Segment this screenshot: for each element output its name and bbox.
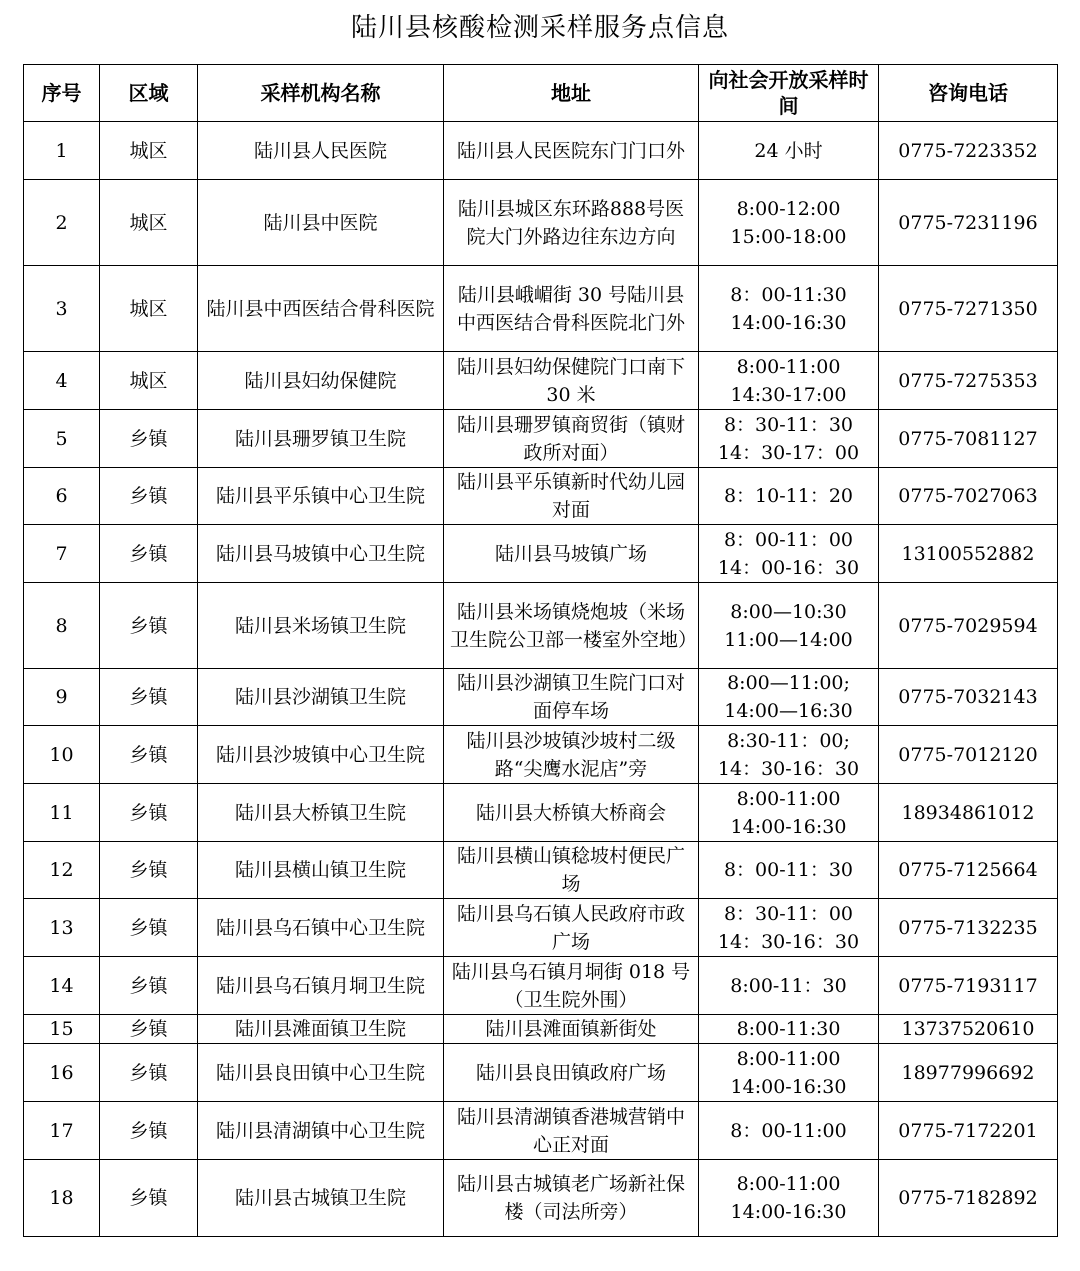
cell-phone: 13100552882 <box>879 525 1058 583</box>
hours-line-1: 8:00-11:00 <box>736 1173 841 1195</box>
cell-name: 陆川县中医院 <box>198 180 444 266</box>
cell-seq: 15 <box>24 1015 100 1044</box>
cell-area: 乡镇 <box>100 1102 198 1160</box>
cell-address: 陆川县大桥镇大桥商会 <box>444 784 699 842</box>
cell-name: 陆川县良田镇中心卫生院 <box>198 1044 444 1102</box>
hours-line-2: 11:00—14:00 <box>724 628 853 651</box>
cell-address: 陆川县横山镇稔坡村便民广场 <box>444 842 699 899</box>
cell-name: 陆川县平乐镇中心卫生院 <box>198 468 444 525</box>
table-row <box>24 1160 1058 1237</box>
cell-address: 陆川县良田镇政府广场 <box>444 1044 699 1102</box>
cell-name: 陆川县沙坡镇中心卫生院 <box>198 726 444 784</box>
hours-line-2: 14：30-16：30 <box>717 930 860 953</box>
cell-area: 乡镇 <box>100 1015 198 1044</box>
cell-phone: 18934861012 <box>879 784 1058 842</box>
cell-address: 陆川县沙坡镇沙坡村二级路“尖鹰水泥店”旁 <box>444 726 699 784</box>
cell-seq: 1 <box>24 122 100 180</box>
header-seq: 序号 <box>24 65 100 122</box>
cell-seq: 18 <box>24 1160 100 1237</box>
cell-hours <box>699 1102 879 1160</box>
header-hours: 向社会开放采样时间 <box>699 65 879 122</box>
cell-seq: 11 <box>24 784 100 842</box>
cell-name: 陆川县滩面镇卫生院 <box>198 1015 444 1044</box>
cell-area: 城区 <box>100 352 198 410</box>
cell-area: 乡镇 <box>100 583 198 669</box>
cell-address: 陆川县米场镇烧炮坡（米场卫生院公卫部一楼室外空地） <box>444 583 699 669</box>
cell-name: 陆川县沙湖镇卫生院 <box>198 669 444 726</box>
cell-seq: 8 <box>24 583 100 669</box>
cell-address: 陆川县马坡镇广场 <box>444 525 699 583</box>
cell-address: 陆川县人民医院东门门口外 <box>444 122 699 180</box>
table-row <box>24 1102 1058 1160</box>
cell-address: 陆川县妇幼保健院门口南下 30 米 <box>444 352 699 410</box>
table-header-row <box>24 65 1058 122</box>
cell-seq: 4 <box>24 352 100 410</box>
cell-phone: 0775-7172201 <box>879 1102 1058 1160</box>
cell-hours <box>699 726 879 784</box>
table-row <box>24 669 1058 726</box>
cell-seq: 2 <box>24 180 100 266</box>
hours-line-2: 14：30-16：30 <box>717 757 860 780</box>
cell-name: 陆川县清湖镇中心卫生院 <box>198 1102 444 1160</box>
cell-area: 乡镇 <box>100 842 198 899</box>
cell-seq: 6 <box>24 468 100 525</box>
cell-seq: 7 <box>24 525 100 583</box>
hours-line-1: 8:00-12:00 <box>736 197 841 220</box>
table-row <box>24 468 1058 525</box>
cell-phone: 0775-7012120 <box>879 726 1058 784</box>
cell-hours <box>699 410 879 468</box>
cell-name: 陆川县中西医结合骨科医院 <box>198 266 444 352</box>
cell-name: 陆川县米场镇卫生院 <box>198 583 444 669</box>
table-row <box>24 583 1058 669</box>
cell-hours <box>699 1015 879 1044</box>
cell-name: 陆川县妇幼保健院 <box>198 352 444 410</box>
sampling-sites-table <box>23 64 1058 1237</box>
cell-hours <box>699 784 879 842</box>
cell-phone: 0775-7027063 <box>879 468 1058 525</box>
table-row <box>24 1015 1058 1044</box>
hours-line-1: 8:00—10:30 <box>730 600 847 623</box>
cell-area: 乡镇 <box>100 957 198 1015</box>
cell-hours <box>699 352 879 410</box>
hours-line-2: 14：30-17：00 <box>717 441 860 464</box>
cell-hours <box>699 842 879 899</box>
table-row <box>24 180 1058 266</box>
cell-phone: 0775-7182892 <box>879 1160 1058 1237</box>
cell-seq: 12 <box>24 842 100 899</box>
hours-line-1: 8：00-11：00 <box>723 528 854 551</box>
hours-line-1: 8:00-11:00 <box>736 355 841 378</box>
hours-line-2: 14:00—16:30 <box>724 700 853 722</box>
table-row <box>24 410 1058 468</box>
hours-line-1: 8：00-11:30 <box>730 283 847 306</box>
cell-phone: 18977996692 <box>879 1044 1058 1102</box>
hours-line-1: 8：00-11:00 <box>730 1119 847 1142</box>
cell-area: 城区 <box>100 180 198 266</box>
hours-line-2: 14:00-16:30 <box>730 1201 847 1223</box>
cell-hours <box>699 1160 879 1237</box>
header-address: 地址 <box>444 65 699 122</box>
page-title: 陆川县核酸检测采样服务点信息 <box>350 13 729 43</box>
cell-phone: 0775-7223352 <box>879 122 1058 180</box>
cell-name: 陆川县马坡镇中心卫生院 <box>198 525 444 583</box>
header-name: 采样机构名称 <box>198 65 444 122</box>
table-row <box>24 784 1058 842</box>
cell-address: 陆川县珊罗镇商贸街（镇财政所对面） <box>444 410 699 468</box>
cell-phone: 0775-7032143 <box>879 669 1058 726</box>
cell-hours <box>699 468 879 525</box>
cell-phone: 0775-7193117 <box>879 957 1058 1015</box>
cell-address: 陆川县滩面镇新街处 <box>444 1015 699 1044</box>
cell-area: 乡镇 <box>100 726 198 784</box>
cell-name: 陆川县珊罗镇卫生院 <box>198 410 444 468</box>
hours-line-2: 14:30-17:00 <box>730 383 847 406</box>
cell-area: 乡镇 <box>100 899 198 957</box>
cell-phone: 0775-7231196 <box>879 180 1058 266</box>
cell-name: 陆川县乌石镇中心卫生院 <box>198 899 444 957</box>
hours-line-2: 14:00-16:30 <box>730 311 847 334</box>
cell-name: 陆川县横山镇卫生院 <box>198 842 444 899</box>
cell-area: 乡镇 <box>100 1160 198 1237</box>
cell-hours <box>699 899 879 957</box>
hours-line-1: 8：30-11：00 <box>723 902 854 925</box>
header-area: 区域 <box>100 65 198 122</box>
hours-line-1: 8:00-11:00 <box>736 1047 841 1070</box>
cell-hours <box>699 180 879 266</box>
cell-seq: 10 <box>24 726 100 784</box>
cell-phone: 0775-7275353 <box>879 352 1058 410</box>
cell-hours <box>699 122 879 180</box>
cell-address: 陆川县沙湖镇卫生院门口对面停车场 <box>444 669 699 726</box>
cell-hours <box>699 669 879 726</box>
cell-phone: 0775-7271350 <box>879 266 1058 352</box>
table-row <box>24 266 1058 352</box>
hours-line-1: 8：10-11：20 <box>723 485 854 507</box>
cell-area: 城区 <box>100 266 198 352</box>
cell-area: 城区 <box>100 122 198 180</box>
hours-line-1: 8：30-11：30 <box>723 413 854 436</box>
cell-hours <box>699 1044 879 1102</box>
table-row <box>24 899 1058 957</box>
cell-area: 乡镇 <box>100 784 198 842</box>
hours-line-1: 8:30-11：00; <box>727 729 850 752</box>
table-row <box>24 352 1058 410</box>
table-row <box>24 1044 1058 1102</box>
hours-line-1: 8:00-11:00 <box>736 787 841 810</box>
hours-line-1: 8:00-11:30 <box>736 1018 841 1040</box>
cell-hours <box>699 583 879 669</box>
cell-seq: 16 <box>24 1044 100 1102</box>
hours-line-2: 15:00-18:00 <box>730 225 847 248</box>
cell-address: 陆川县城区东环路888号医院大门外路边往东边方向 <box>444 180 699 266</box>
table-row <box>24 525 1058 583</box>
cell-seq: 3 <box>24 266 100 352</box>
cell-name: 陆川县人民医院 <box>198 122 444 180</box>
cell-name: 陆川县大桥镇卫生院 <box>198 784 444 842</box>
cell-phone: 0775-7132235 <box>879 899 1058 957</box>
cell-address: 陆川县乌石镇月垌街 018 号 （卫生院外围） <box>444 957 699 1015</box>
hours-line-2: 14:00-16:30 <box>730 1075 847 1098</box>
cell-address: 陆川县平乐镇新时代幼儿园对面 <box>444 468 699 525</box>
cell-phone: 0775-7081127 <box>879 410 1058 468</box>
table-row <box>24 957 1058 1015</box>
cell-seq: 13 <box>24 899 100 957</box>
cell-area: 乡镇 <box>100 468 198 525</box>
cell-hours <box>699 957 879 1015</box>
cell-area: 乡镇 <box>100 669 198 726</box>
cell-phone: 13737520610 <box>879 1015 1058 1044</box>
cell-address: 陆川县古城镇老广场新社保楼（司法所旁） <box>444 1160 699 1237</box>
cell-seq: 5 <box>24 410 100 468</box>
cell-address: 陆川县峨嵋街 30 号陆川县中西医结合骨科医院北门外 <box>444 266 699 352</box>
cell-address: 陆川县清湖镇香港城营销中心正对面 <box>444 1102 699 1160</box>
cell-seq: 17 <box>24 1102 100 1160</box>
hours-line-1: 8：00-11：30 <box>723 859 854 881</box>
cell-hours <box>699 266 879 352</box>
cell-hours <box>699 525 879 583</box>
table-row <box>24 122 1058 180</box>
hours-line-1: 8:00-11：30 <box>730 974 847 997</box>
cell-address: 陆川县乌石镇人民政府市政广场 <box>444 899 699 957</box>
hours-line-2: 14:00-16:30 <box>730 815 847 838</box>
cell-name: 陆川县古城镇卫生院 <box>198 1160 444 1237</box>
header-phone: 咨询电话 <box>879 65 1058 122</box>
cell-seq: 9 <box>24 669 100 726</box>
cell-name: 陆川县乌石镇月垌卫生院 <box>198 957 444 1015</box>
hours-line-1: 24 小时 <box>754 139 823 162</box>
cell-seq: 14 <box>24 957 100 1015</box>
table-row <box>24 842 1058 899</box>
cell-area: 乡镇 <box>100 410 198 468</box>
hours-line-2: 14：00-16：30 <box>717 556 860 579</box>
cell-phone: 0775-7029594 <box>879 583 1058 669</box>
cell-area: 乡镇 <box>100 1044 198 1102</box>
hours-line-1: 8:00—11:00; <box>727 672 850 694</box>
cell-area: 乡镇 <box>100 525 198 583</box>
table-row <box>24 726 1058 784</box>
cell-phone: 0775-7125664 <box>879 842 1058 899</box>
